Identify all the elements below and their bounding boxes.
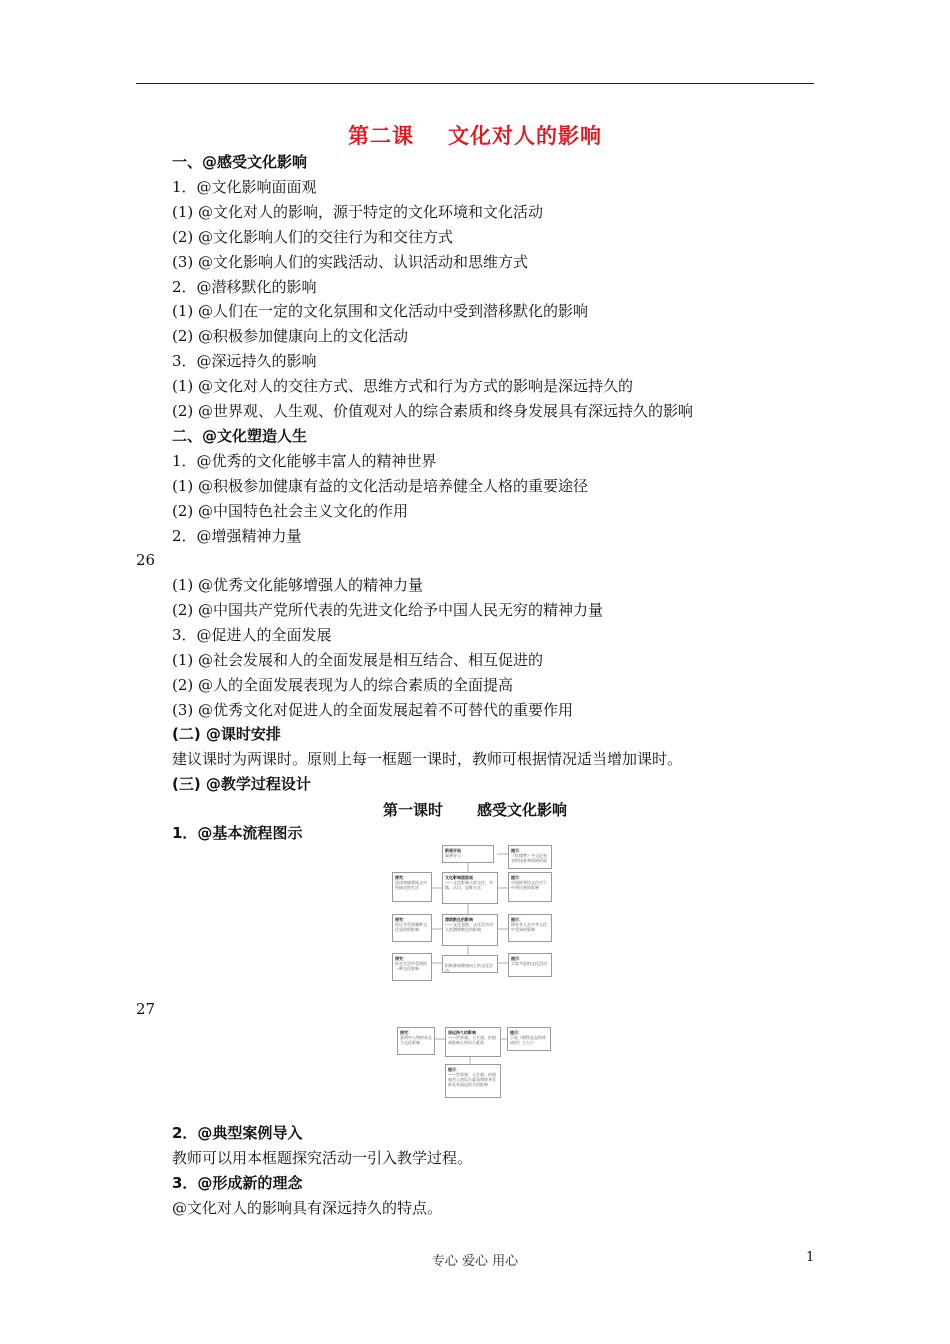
- flow-box-text: 丰富多彩的文化活动: [511, 961, 547, 966]
- text-line: (1) @文化对人的影响，源于特定的文化环境和文化活动: [172, 202, 544, 221]
- flow-heading: 1．@基本流程图示: [172, 824, 303, 842]
- flow-box: [397, 1027, 435, 1055]
- flow-box-heading: 探究：: [395, 956, 407, 961]
- flow-box: [392, 953, 432, 981]
- flow-box-text: ——世界观、人生观、价值观影响人的综合素质: [448, 1035, 496, 1045]
- text-line: 2．@潜移默化的影响: [172, 277, 317, 296]
- text-line: 3．@形成新的理念: [172, 1173, 303, 1192]
- page-marker: 26: [136, 551, 156, 569]
- flow-box-text: 《红楼梦》中元妃省亲的场景和周围环境: [511, 853, 547, 863]
- text-line: (2) @中国特色社会主义文化的作用: [172, 501, 409, 520]
- flow-box: [507, 1027, 551, 1051]
- page-marker-2: 27: [136, 1000, 156, 1018]
- text-line: (2) @积极参加健康向上的文化活动: [172, 327, 409, 346]
- flow-box-heading: 深远持久的影响: [448, 1030, 476, 1035]
- flow-box-text: 中国的茶馆文化对于中华民族的影响: [511, 880, 547, 890]
- text-line: 教师可以用本框题探究活动一引入教学过程。: [172, 1148, 473, 1167]
- flow-box-heading: 探究：: [395, 875, 407, 880]
- text-line: (1) @积极参加健康有益的文化活动是培养健全人格的重要途径: [172, 476, 589, 495]
- flow-box: [442, 955, 498, 973]
- text-line: 一、@感受文化影响: [172, 153, 308, 171]
- flow-box-text: 案例导入: [445, 853, 461, 858]
- flow-box: [508, 845, 552, 869]
- text-line: 3．@深远持久的影响: [172, 352, 317, 371]
- flow-box: [392, 872, 432, 902]
- flow-box-heading: 探究：: [400, 1030, 412, 1035]
- text-line: @文化对人的影响具有深远持久的特点。: [172, 1198, 443, 1217]
- title-topic: 文化对人的影响: [448, 124, 602, 148]
- flow-box-heading: 提示：: [510, 1030, 522, 1035]
- text-line: (1) @人们在一定的文化氛围和文化活动中受到潜移默化的影响: [172, 302, 589, 321]
- text-line: 建议课时为两课时。原则上每一框题一课时，教师可根据情况适当增加课时。: [172, 750, 683, 769]
- lesson-title: [0, 799, 950, 820]
- flow-box-text: 你在生活中受到的一种文化影响: [395, 961, 427, 971]
- flow-box: [442, 845, 494, 863]
- text-line: 3．@促进人的全面发展: [172, 625, 332, 644]
- text-line: (3) @优秀文化对促进人的全面发展起着不可替代的重要作用: [172, 700, 574, 719]
- flow-box-text: ——文化影响人的交往、实践、认识、思维方式: [445, 880, 493, 890]
- text-line: (2) @人的全面发展表现为人的综合素质的全面提高: [172, 675, 514, 694]
- text-line: 2．@增强精神力量: [172, 526, 302, 545]
- flow-box: [508, 914, 552, 942]
- text-line: (3) @文化影响人们的实践活动、认识活动和思维方式: [172, 252, 529, 271]
- flow-box-text: 你认为受到哪种文化氛围的影响: [395, 922, 427, 932]
- flow-box-text: 小说《钢铁是怎样炼成的》主人公: [510, 1035, 546, 1045]
- text-line: (2) @文化影响人们的交往行为和交往方式: [172, 227, 454, 246]
- text-line: (1) @社会发展和人的全面发展是相互结合、相互促进的: [172, 650, 544, 669]
- header-rule: [136, 83, 814, 84]
- flow-box-heading: 探究：: [395, 917, 407, 922]
- page-footer: 专心 爱心 用心: [431, 1254, 519, 1269]
- flow-box-heading: 文化影响面面观: [445, 875, 473, 880]
- flow-box-heading: 新课开始: [445, 848, 461, 853]
- flow-box-heading: 提示：: [511, 956, 523, 961]
- flow-box-heading: 提示：: [511, 917, 523, 922]
- text-line: 2．@典型案例导入: [172, 1124, 303, 1142]
- text-line: 二、@文化塑造人生: [172, 426, 308, 445]
- flow-box: [445, 1027, 501, 1057]
- flow-box-text: 积极参加健康向上的文化活动: [445, 963, 493, 973]
- page-title: [0, 120, 950, 150]
- text-line: (1) @文化对人的交往方式、思维方式和行为方式的影响是深远持久的: [172, 377, 634, 396]
- flow-box-text: ——文化氛围、文化活动对人的潜移默化的影响: [445, 922, 493, 932]
- flow-box-heading: 潜移默化的影响: [445, 917, 473, 922]
- text-line: (三) @教学过程设计: [172, 775, 311, 794]
- flow-box-text: 海外华人在中华文化中受到的影响: [511, 922, 547, 932]
- flow-box-text: 案例中人物的成长与文化影响: [400, 1035, 432, 1045]
- text-line: 1．@文化影响面面观: [172, 177, 317, 196]
- flow-box-text: 选读和揣摩阅文中所描述的生活: [395, 880, 427, 890]
- flow-box-heading: 提示：: [511, 875, 523, 880]
- text-line: 1．@优秀的文化能够丰富人的精神世界: [172, 451, 437, 470]
- flow-box: [445, 1064, 501, 1098]
- flow-box: [508, 953, 552, 977]
- flow-box: [442, 914, 498, 946]
- page-number: 1: [806, 1250, 815, 1265]
- flow-box: [508, 872, 552, 902]
- title-lesson: 第二课: [348, 124, 414, 148]
- text-line: (2) @中国共产党所代表的先进文化给予中国人民无穷的精神力量: [172, 600, 604, 619]
- flow-box-heading: 提示：: [448, 1067, 460, 1072]
- lesson-topic: 感受文化影响: [477, 801, 568, 819]
- flow-box-heading: 提示：: [511, 848, 523, 853]
- flow-box: [392, 914, 432, 942]
- text-line: (2) @世界观、人生观、价值观对人的综合素质和终身发展具有深远持久的影响: [172, 402, 694, 420]
- lesson-number: 第一课时: [382, 801, 443, 819]
- flow-box-text: ——世界观、人生观、价值观对人的综合素质和终身发展具有深远持久的影响: [448, 1072, 496, 1087]
- text-line: (1) @优秀文化能够增强人的精神力量: [172, 576, 424, 594]
- flow-box: [442, 872, 498, 904]
- text-line: (二) @课时安排: [172, 725, 281, 744]
